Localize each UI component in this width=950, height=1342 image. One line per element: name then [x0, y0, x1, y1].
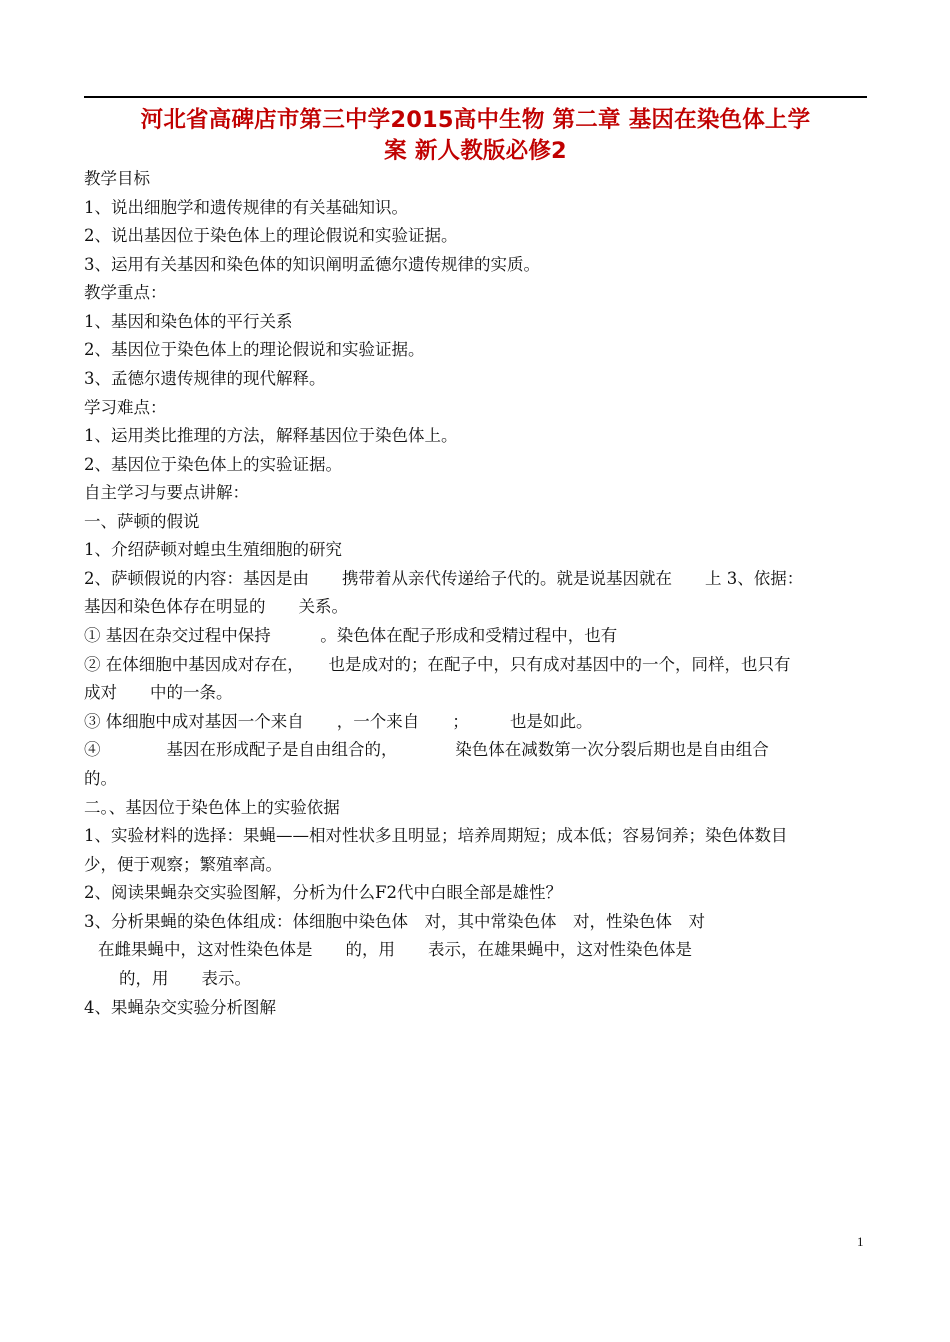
body-line: 2、基因位于染色体上的理论假说和实验证据。: [84, 340, 425, 359]
body-line: 1、基因和染色体的平行关系: [84, 312, 293, 331]
body-line: ③ 体细胞中成对基因一个来自 ，一个来自 ； 也是如此。: [84, 712, 593, 731]
body-line: 的，用 表示。: [119, 969, 251, 988]
body-line: 4、果蝇杂交实验分析图解: [84, 998, 276, 1017]
section-heading: 教学重点：: [84, 283, 167, 302]
body-line: 1、运用类比推理的方法，解释基因位于染色体上。: [84, 426, 458, 445]
header-rule: [84, 96, 867, 98]
body-line: 2、萨顿假说的内容：基因是由 携带着从亲代传递给子代的。就是说基因就在 上 3、依据：: [84, 569, 804, 588]
body-line: 1、介绍萨顿对蝗虫生殖细胞的研究: [84, 540, 342, 559]
body-line: ② 在体细胞中基因成对存在， 也是成对的；在配子中，只有成对基因中的一个，同样，也只有: [84, 655, 791, 674]
body-line: 的。: [84, 769, 117, 788]
body-line: 2、说出基因位于染色体上的理论假说和实验证据。: [84, 226, 458, 245]
body-line: 在雌果蝇中，这对性染色体是 的，用 表示，在雄果蝇中，这对性染色体是: [98, 940, 692, 959]
body-line: ④ 基因在形成配子是自由组合的， 染色体在减数第一次分裂后期也是自由组合: [84, 740, 769, 759]
body-line: 3、孟德尔遗传规律的现代解释。: [84, 369, 326, 388]
document-title-line-1: 河北省高碑店市第三中学2015高中生物 第二章 基因在染色体上学: [140, 107, 811, 133]
body-line: 基因和染色体存在明显的 关系。: [84, 597, 348, 616]
section-heading: 自主学习与要点讲解：: [84, 483, 249, 502]
body-line: ① 基因在杂交过程中保持 。染色体在配子形成和受精过程中，也有: [84, 626, 618, 645]
page-number: 1: [857, 1234, 864, 1249]
body-line: 教学目标: [84, 169, 150, 188]
body-line: 1、实验材料的选择：果蝇——相对性状多且明显；培养周期短；成本低；容易饲养；染色体数目: [84, 826, 788, 845]
body-line: 3、分析果蝇的染色体组成：体细胞中染色体 对，其中常染色体 对，性染色体 对: [84, 912, 705, 931]
section-heading: 学习难点：: [84, 398, 167, 417]
section-heading: 一、萨顿的假说: [84, 512, 200, 531]
body-line: 3、运用有关基因和染色体的知识阐明孟德尔遗传规律的实质。: [84, 255, 540, 274]
section-heading: 二。、基因位于染色体上的实验依据: [84, 798, 340, 817]
document-title-line-2: 案 新人教版必修2: [384, 138, 567, 164]
body-line: 成对 中的一条。: [84, 683, 233, 702]
body-line: 2、阅读果蝇杂交实验图解，分析为什么F2代中白眼全部是雄性？: [84, 883, 562, 902]
body-line: 少，便于观察；繁殖率高。: [84, 855, 282, 874]
body-line: 2、基因位于染色体上的实验证据。: [84, 455, 342, 474]
body-line: 1、说出细胞学和遗传规律的有关基础知识。: [84, 198, 408, 217]
